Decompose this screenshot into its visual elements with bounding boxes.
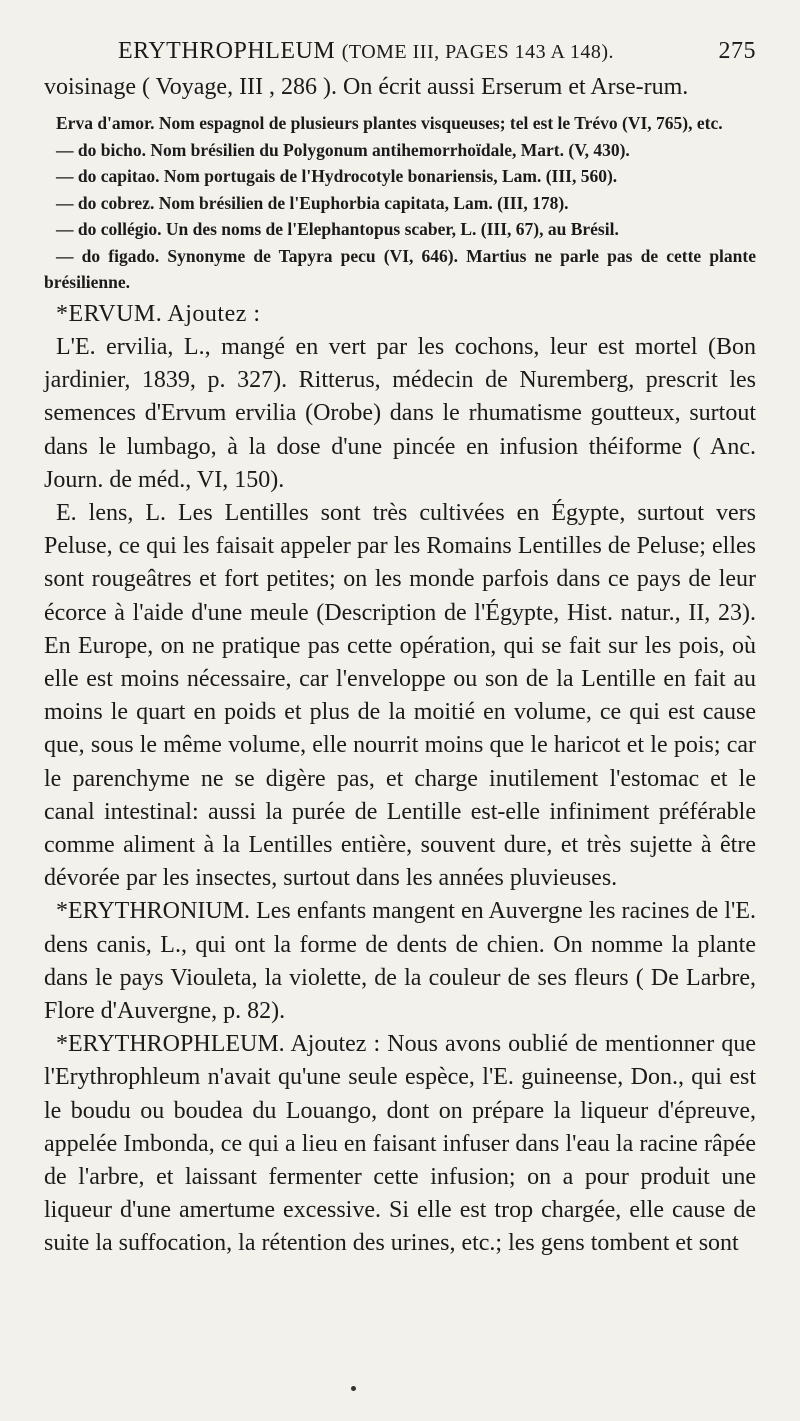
entry-do-collegio: — do collégio. Un des noms de l'Elephantopus scaber, L. (III, 67), au Brésil. xyxy=(56,219,619,240)
entry-do-cobrez: — do cobrez. Nom brésilien de l'Euphorbia capitata, Lam. (III, 178). xyxy=(56,192,569,213)
paragraph: voisinage ( Voyage, III , 286 ). On écrit aussi Erserum et Arse-rum. xyxy=(44,74,689,100)
paragraph-erythrophleum: *ERYTHROPHLEUM. Ajoutez : Nous avons oublié de mentionner que l'Erythrophleum n'avait qu'une seule espèce, l'E. guineense, Don., qui est le boudu ou boudea du Louango, dont on prépare la liqueur d'épreuve, appelée Imbonda, ce qui a lieu en faisant infuser dans l'eau la racine râpée de l'arbre, et laissant fermenter cette infusion; on a pour produit une liqueur d'une amertume excessive. Si elle est trop chargée, elle cause de suite la suffocation, la rétention des urines, etc.; les gens tombent et sont xyxy=(44,1031,756,1257)
paragraph-erythronium: *ERYTHRONIUM. Les enfants mangent en Auvergne les racines de l'E. dens canis, L., qui ont la forme de dents de chien. On nomme la plante dans le pays Viouleta, la violette, de la couleur de ses fleurs ( De Larbre, Flore d'Auvergne, p. 82). xyxy=(44,898,756,1024)
paragraph-ervum-lens: E. lens, L. Les Lentilles sont très cultivées en Égypte, surtout vers Peluse, ce qui les faisait appeler par les Romains Lentilles de Peluse; elles sont rougeâtres et fort petites; on les monde parfois dans ce pays de leur écorce à l'aide d'une meule (Description de l'Égypte, Hist. natur., II, 23). En Europe, on ne pratique pas cette opération, qui se fait sur les pois, où elle est moins nécessaire, car l'enveloppe ou son de la Lentille en fait au moins le quart en poids et plus de la moitié en volume, ce qui est cause que, sous le même volume, elle nourrit moins que le haricot et le pois; car le parenchyme ne se digère pas, et charge inutilement l'estomac et le canal intestinal: aussi la purée de Lentille est-elle infiniment préférable comme aliment à la Lentilles entière, souvent dure, et très sujette à être dévorée par les insectes, surtout dans les années pluvieuses. xyxy=(44,499,756,892)
heading-ervum: *ERVUM. Ajoutez : xyxy=(56,300,261,327)
entry-erva-damor: Erva d'amor. Nom espagnol de plusieurs plantes visqueuses; tel est le Trévo (VI, 765), etc. xyxy=(56,113,723,134)
running-title: ERYTHROPHLEUM (TOME III, PAGES 143 A 148). xyxy=(118,38,615,64)
page xyxy=(44,38,756,1261)
paragraph-ervum-ervilia: L'E. ervilia, L., mangé en vert par les cochons, leur est mortel (Bon jardinier, 1839, p. 327). Ritterus, médecin de Nuremberg, prescrit les semences d'Ervum ervilia (Orobe) dans le rhumatisme goutteux, surtout dans le lumbago, à la dose d'une pincée en infusion théiforme ( Anc. Journ. de méd., VI, 150). xyxy=(44,333,756,493)
entry-do-capitao: — do capitao. Nom portugais de l'Hydrocotyle bonariensis, Lam. (III, 560). xyxy=(56,166,618,187)
page-number: 275 xyxy=(718,38,756,64)
entry-do-figado: — do figado. Synonyme de Tapyra pecu (VI, 646). Martius ne parle pas de cette plante brésilienne. xyxy=(44,245,756,293)
page-mark-dot xyxy=(351,1386,356,1391)
running-header xyxy=(44,38,756,65)
entry-do-bicho: — do bicho. Nom brésilien du Polygonum antihemorrhoïdale, Mart. (V, 430). xyxy=(56,139,630,160)
